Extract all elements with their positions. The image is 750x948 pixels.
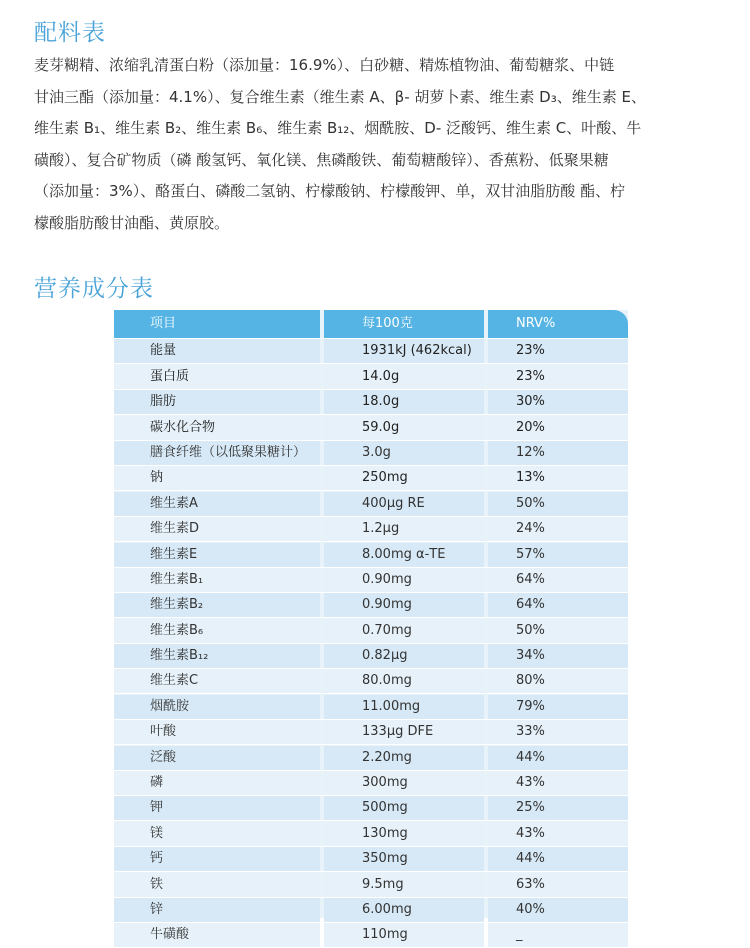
cell-per-100g: 59.0g bbox=[324, 416, 484, 440]
ingredients-line: 维生素 B₁、维生素 B₂、维生素 B₆、维生素 B₁₂、烟酰胺、D- 泛酸钙、维生素 C、叶酸、牛 bbox=[34, 119, 642, 137]
cell-per-100g: 0.70mg bbox=[324, 619, 484, 643]
cell-nrv: 79% bbox=[488, 695, 628, 719]
cell-item: 烟酰胺 bbox=[114, 695, 320, 719]
table-row bbox=[114, 441, 628, 466]
cell-per-100g: 130mg bbox=[324, 822, 484, 846]
table-row bbox=[114, 847, 628, 872]
table-row bbox=[114, 593, 628, 618]
nutrition-title: 营养成分表 bbox=[34, 276, 154, 302]
cell-per-100g: 300mg bbox=[324, 771, 484, 795]
cell-nrv: 63% bbox=[488, 873, 628, 897]
ingredients-line: 檬酸脂肪酸甘油酯、黄原胶。 bbox=[34, 213, 230, 232]
table-row bbox=[114, 365, 628, 390]
cell-nrv: 33% bbox=[488, 720, 628, 744]
table-row bbox=[114, 923, 628, 948]
cell-nrv: 50% bbox=[488, 619, 628, 643]
ingredients-title: 配料表 bbox=[34, 20, 106, 46]
cell-item: 叶酸 bbox=[114, 720, 320, 744]
table-row bbox=[114, 568, 628, 593]
nutrition-table bbox=[114, 310, 628, 943]
cell-per-100g: 350mg bbox=[324, 847, 484, 871]
cell-nrv: 13% bbox=[488, 466, 628, 490]
cell-item: 镁 bbox=[114, 822, 320, 846]
table-row bbox=[114, 720, 628, 745]
cell-nrv: 64% bbox=[488, 593, 628, 617]
cell-item: 泛酸 bbox=[114, 746, 320, 770]
cell-item: 维生素B₂ bbox=[114, 593, 320, 617]
cell-per-100g: 11.00mg bbox=[324, 695, 484, 719]
table-row bbox=[114, 898, 628, 923]
cell-nrv: 25% bbox=[488, 796, 628, 820]
table-header-row bbox=[114, 310, 628, 339]
cell-per-100g: 3.0g bbox=[324, 441, 484, 465]
cell-per-100g: 8.00mg α-TE bbox=[324, 543, 484, 567]
cell-item: 维生素D bbox=[114, 517, 320, 541]
cell-nrv: 43% bbox=[488, 822, 628, 846]
header-per-100g: 每100克 bbox=[324, 310, 484, 338]
cell-per-100g: 0.90mg bbox=[324, 568, 484, 592]
cell-item: 锌 bbox=[114, 898, 320, 922]
table-row bbox=[114, 771, 628, 796]
cell-per-100g: 18.0g bbox=[324, 390, 484, 414]
cell-nrv: 44% bbox=[488, 847, 628, 871]
cell-nrv: 40% bbox=[488, 898, 628, 922]
cell-per-100g: 2.20mg bbox=[324, 746, 484, 770]
cell-item: 牛磺酸 bbox=[114, 923, 320, 947]
table-row bbox=[114, 669, 628, 694]
cell-item: 维生素C bbox=[114, 669, 320, 693]
cell-per-100g: 80.0mg bbox=[324, 669, 484, 693]
table-row bbox=[114, 822, 628, 847]
cell-item: 脂肪 bbox=[114, 390, 320, 414]
cell-item: 铁 bbox=[114, 873, 320, 897]
cell-nrv: 24% bbox=[488, 517, 628, 541]
cell-nrv: 43% bbox=[488, 771, 628, 795]
cell-item: 钾 bbox=[114, 796, 320, 820]
ingredients-text bbox=[34, 50, 718, 239]
cell-per-100g: 1.2µg bbox=[324, 517, 484, 541]
cell-nrv: 80% bbox=[488, 669, 628, 693]
table-row bbox=[114, 543, 628, 568]
header-nrv: NRV% bbox=[488, 310, 628, 338]
cell-item: 维生素B₆ bbox=[114, 619, 320, 643]
cell-item: 磷 bbox=[114, 771, 320, 795]
cell-nrv: _ bbox=[488, 923, 628, 947]
cell-nrv: 44% bbox=[488, 746, 628, 770]
ingredients-line: （添加量：3%）、酪蛋白、磷酸二氢钠、柠檬酸钠、柠檬酸钾、单，双甘油脂肪酸 酯、柠 bbox=[34, 182, 626, 200]
cell-per-100g: 9.5mg bbox=[324, 873, 484, 897]
cell-nrv: 34% bbox=[488, 644, 628, 668]
table-row bbox=[114, 390, 628, 415]
cell-item: 维生素B₁ bbox=[114, 568, 320, 592]
cell-per-100g: 0.90mg bbox=[324, 593, 484, 617]
table-row bbox=[114, 339, 628, 364]
cell-nrv: 23% bbox=[488, 339, 628, 363]
cell-nrv: 20% bbox=[488, 416, 628, 440]
ingredients-line: 甘油三酯（添加量：4.1%）、复合维生素（维生素 A、β- 胡萝卜素、维生素 D₃、维生素 E、 bbox=[34, 87, 646, 106]
header-item: 项目 bbox=[114, 310, 320, 338]
table-row bbox=[114, 466, 628, 491]
cell-nrv: 12% bbox=[488, 441, 628, 465]
cell-nrv: 57% bbox=[488, 543, 628, 567]
cell-nrv: 64% bbox=[488, 568, 628, 592]
table-row bbox=[114, 517, 628, 542]
cell-per-100g: 14.0g bbox=[324, 365, 484, 389]
cell-per-100g: 500mg bbox=[324, 796, 484, 820]
cell-per-100g: 0.82µg bbox=[324, 644, 484, 668]
table-row bbox=[114, 695, 628, 720]
table-row bbox=[114, 492, 628, 517]
nutrition-grid bbox=[114, 310, 628, 948]
ingredients-line: 麦芽糊精、浓缩乳清蛋白粉（添加量：16.9%）、白砂糖、精炼植物油、葡萄糖浆、中链 bbox=[34, 56, 615, 74]
table-row bbox=[114, 644, 628, 669]
ingredients-line: 磺酸）、复合矿物质（磷 酸氢钙、氧化镁、焦磷酸铁、葡萄糖酸锌）、香蕉粉、低聚果糖 bbox=[34, 150, 609, 169]
table-row bbox=[114, 746, 628, 771]
table-row bbox=[114, 416, 628, 441]
cell-item: 维生素E bbox=[114, 543, 320, 567]
cell-item: 钙 bbox=[114, 847, 320, 871]
cell-per-100g: 6.00mg bbox=[324, 898, 484, 922]
cell-item: 碳水化合物 bbox=[114, 416, 320, 440]
cell-per-100g: 133µg DFE bbox=[324, 720, 484, 744]
cell-item: 钠 bbox=[114, 466, 320, 490]
cell-item: 能量 bbox=[114, 339, 320, 363]
table-row bbox=[114, 796, 628, 821]
table-row bbox=[114, 873, 628, 898]
cell-nrv: 30% bbox=[488, 390, 628, 414]
cell-item: 蛋白质 bbox=[114, 365, 320, 389]
cell-item: 膳食纤维（以低聚果糖计） bbox=[114, 441, 320, 465]
table-row bbox=[114, 619, 628, 644]
cell-item: 维生素B₁₂ bbox=[114, 644, 320, 668]
cell-per-100g: 110mg bbox=[324, 923, 484, 947]
cell-per-100g: 400µg RE bbox=[324, 492, 484, 516]
cell-nrv: 23% bbox=[488, 365, 628, 389]
cell-per-100g: 250mg bbox=[324, 466, 484, 490]
cell-nrv: 50% bbox=[488, 492, 628, 516]
cell-item: 维生素A bbox=[114, 492, 320, 516]
cell-per-100g: 1931kJ (462kcal) bbox=[324, 339, 484, 363]
